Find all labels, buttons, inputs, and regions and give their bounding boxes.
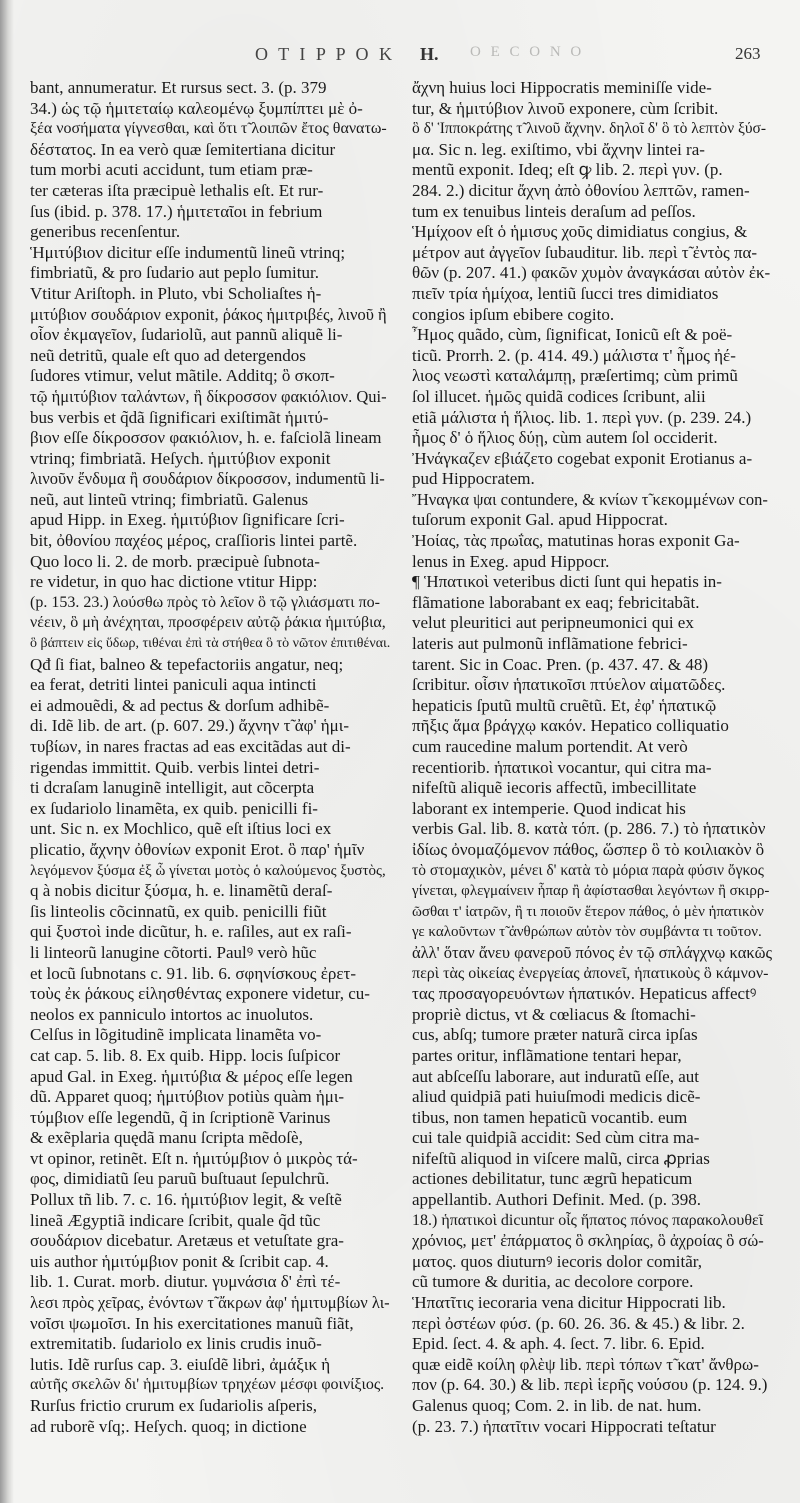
- text-line: Ἠοίας, τὰς πρωΐας, matutinas horas exponit Ga-: [412, 531, 740, 551]
- text-line: ticũ. Prorrh. 2. (p. 414. 49.) μάλιστα τ' ἦμος ἠέ-: [412, 345, 736, 365]
- text-line: tum ex tenuibus linteis deraſum ad peſſos.: [412, 201, 696, 221]
- text-line: ἀλλ' ὅταν ἄνευ φανεροῦ πόνος ἐν τῷ σπλάγχνῳ κακῶς: [412, 942, 772, 962]
- text-line: ſudores vtimur, velut mãtile. Additq; ὃ σκοπ-: [30, 366, 335, 386]
- text-line: li linteorũ lanugine cõtorti. Paulꝰ verò hũc: [30, 942, 317, 962]
- text-line: Galenus quoq; Com. 2. in lib. de nat. hum.: [412, 1396, 702, 1415]
- text-line: lenus in Exeg. apud Hippocr.: [412, 551, 610, 571]
- text-line: πον (p. 64. 30.) & lib. περὶ ἱερῆς νούσου (p. 124. 9.): [412, 1375, 768, 1395]
- left-text-column: [30, 78, 390, 1437]
- text-line: ξέα νοσήματα γίγνεσθαι, καὶ ὅτι τ̃ λοιπῶν ἔτος θανατω-: [30, 120, 387, 138]
- running-head-left: O T I P P O K: [255, 44, 396, 64]
- text-line: νέειν, ὃ μὴ ἀνέχηται, προσφέρειν αὐτῷ ῥάκια ἡμιτύβια,: [30, 614, 386, 632]
- text-line: τὸ στομαχικὸν, μένει δ' κατὰ τὸ μόρια παρὰ φύσιν ὄγκος: [412, 861, 764, 879]
- text-line: cus, abſq; tumore præter naturã circa ipſas: [412, 1025, 698, 1045]
- text-line: ὃ βάπτειν εἰς ὕδωρ, τιθέναι ἐπὶ τὰ στήθεα ὃ τὸ νῶτον ἐπιτιθέναι.: [30, 636, 390, 652]
- text-line: τας προσαγορευόντων ἡπατικόν. Hepaticus affectꝰ: [412, 984, 757, 1004]
- text-line: apud Gal. in Exeg. ἡμιτύβια & μέρος eſſe legen: [30, 1066, 353, 1086]
- text-line: cui tale quidpiã accidit: Sed cùm citra ma-: [412, 1128, 700, 1148]
- text-line: βιον eſſe δίκροσσον φακιόλιον, h. e. faſciolã lineam: [30, 428, 382, 448]
- text-line: γίνεται, φλεγμαίνειν ἧπαρ ἢ ἀφίστασθαι λεγόντων ἢ σκιρρ-: [412, 883, 770, 900]
- text-line: θῶν (p. 207. 41.) φακῶν χυμὸν ἀναγκάσαι αὐτὸν ἐκ-: [412, 263, 771, 283]
- text-line: (p. 23. 7.) ἡπατῖτιν vocari Hippocrati teſtatur: [412, 1416, 716, 1436]
- text-line: ter cæteras iſta præcipuè lethalis eſt. Et rur-: [30, 180, 324, 200]
- text-line: mentũ exponit. Ideq; eſt ꝙ lib. 2. περὶ γυν. (p.: [412, 160, 723, 180]
- text-line: ex ſudariolo linamẽta, ex quib. penicilli fi-: [30, 798, 318, 818]
- text-line: ei admouẽdi, & ad pectus & dorſum adhibẽ-: [30, 695, 330, 715]
- text-line: Vtitur Ariſtoph. in Pluto, vbi Scholiaſtes ἡ-: [30, 283, 322, 303]
- text-line: vt opinor, retinẽt. Eſt n. ἡμιτύμβιον ὁ μικρὸς τά-: [30, 1148, 358, 1168]
- text-line: & exẽplaria quędã manu ſcripta mẽdoſè,: [30, 1128, 303, 1148]
- text-line: λινοῦν ἔνδυμα ἢ σουδάριον δίκροσσον, indumentũ li-: [30, 469, 385, 489]
- text-line: neũ, aut linteũ vtrinq; fimbriatũ. Galenus: [30, 489, 309, 509]
- text-line: Celſus in lõgitudinẽ implicata linamẽta vo-: [30, 1025, 322, 1045]
- text-line: πῆξις ἅμα βράγχῳ κακόν. Hepatico colliquatio: [412, 716, 729, 736]
- text-line: Pollux tñ lib. 7. c. 16. ἡμιτύβιον legit, & veſtẽ: [30, 1190, 342, 1210]
- text-line: λεσι πρὸς χεῖρας, ἐνόντων τ̃ ἄκρων ἀφ' ἡμιτυμβίων λι-: [30, 1293, 390, 1313]
- running-header: [0, 44, 800, 74]
- text-line: et locũ ſubnotans c. 91. lib. 6. σφηνίσκους ἐρετ-: [30, 963, 357, 983]
- text-line: q à nobis dicitur ξύσμα, h. e. linamẽtũ deraſ-: [30, 881, 333, 901]
- text-line: velut pleuritici aut peripneumonici qui ex: [412, 613, 694, 633]
- text-line: περὶ ὀστέων φύσ. (p. 60. 26. 36. & 45.) & libr. 2.: [412, 1313, 745, 1333]
- text-line: lutis. Idẽ rurſus cap. 3. eiuſdẽ libri, ἀμάξικ ἡ: [30, 1354, 331, 1374]
- text-line: Ἠνάγκαζεν εβιάζετο cogebat exponit Erotianus a-: [412, 448, 753, 468]
- text-line: ἄχνη huius loci Hippocratis meminiſſe vide-: [412, 78, 712, 97]
- text-line: Ἦμος quãdo, cùm, ſignificat, Ionicũ eſt & poë-: [412, 325, 733, 345]
- text-line: cat cap. 5. lib. 8. Ex quib. Hipp. locis ſuſpicor: [30, 1045, 341, 1065]
- text-line: λιος νεωστὶ καταλάμπῃ, præſertimq; cùm primũ: [412, 366, 738, 386]
- text-line: ῶσθαι τ' ἰατρῶν, ἢ τι ποιοῦν ἕτερον πάθος, ὁ μὲν ἡπατικὸν: [412, 903, 764, 920]
- text-line: appellantib. Authori Definit. Med. (p. 398.: [412, 1190, 701, 1210]
- text-line: apud Hipp. in Exeg. ἡμιτύβιον ſignificare ſcri-: [30, 510, 345, 530]
- text-line: Rurſus frictio crurum ex ſudariolis aſperis,: [30, 1396, 318, 1415]
- text-line: ſol illucet. ἡμῶς quidã codices ſcribunt, alii: [412, 386, 706, 406]
- text-line: ti dcraſam lanuginẽ intelligit, aut cõcerpta: [30, 778, 315, 798]
- text-line: laborant ex intemperie. Quod indicat his: [412, 798, 686, 818]
- text-line: bus verbis et q̃dã ſignificari exiſtimãt ἡμιτύ-: [30, 407, 329, 427]
- text-line: propriè dictus, vt & cœliacus & ſtomachi-: [412, 1004, 696, 1024]
- text-line: νοῖσι ψωμοῖσι. In his exercitationes manuũ fiãt,: [30, 1313, 354, 1333]
- text-line: congios ipſum ebibere cogito.: [412, 304, 615, 324]
- text-line: tuſorum exponit Gal. apud Hippocrat.: [412, 510, 668, 530]
- text-line: λεγόμενον ξύσμα ἐξ ὧ γίνεται μοτὸς ὁ καλούμενος ξυστὸς,: [30, 862, 386, 879]
- text-line: pud Hippocratem.: [412, 469, 535, 489]
- text-line: etiã μάλιστα ἡ ἥλιος. lib. 1. περὶ γυν. (p. 239. 24.): [412, 407, 752, 427]
- text-line: actiones debilitatur, tunc ægrũ hepaticum: [412, 1169, 693, 1189]
- text-line: μα. Sic n. leg. exiſtimo, vbi ἄχνην lintei ra-: [412, 139, 705, 159]
- text-line: partes oritur, inflãmatione tentari hepar,: [412, 1045, 682, 1065]
- text-line: plicatio, ἄχνην ὀθονίων exponit Erot. ὃ παρ' ἡμῖν: [30, 839, 365, 859]
- text-line: τῷ ἡμιτύβιον ταλάντων, ἢ δίκροσσον φακιόλιον. Qui-: [30, 386, 387, 406]
- text-line: tarent. Sic in Coac. Pren. (p. 437. 47. & 48): [412, 654, 709, 674]
- text-line: lateris aut pulmonũ inflãmatione febrici-: [412, 634, 688, 654]
- text-line: ἰδίως ὀνομαζόμενον πάθος, ὥσπερ ὃ τὸ κοιλιακὸν ὃ: [412, 839, 765, 859]
- text-line: flãmatione laborabant ex eaq; febricitabãt.: [412, 592, 700, 612]
- text-line: πιεῖν τρία ἡμίχοα, lentiũ ſucci tres dimidiatos: [412, 283, 719, 303]
- text-line: γε καλοῦντων τ̃ ἀνθρώπων αὐτὸν τὸν συμβάντα τι τοῦτον.: [412, 924, 762, 941]
- text-line: fimbriatũ, & pro ſudario aut peplo ſumitur.: [30, 263, 319, 283]
- text-line: ſus (ibid. p. 378. 17.) ἡμιτεταῖοι in febrium: [30, 201, 323, 221]
- text-line: aut abſceſſu laborare, aut induratũ eſſe, aut: [412, 1066, 699, 1086]
- text-line: ¶ Ἡπατικοὶ veteribus dicti ſunt qui hepatis in-: [412, 572, 722, 592]
- text-line: neũ detritũ, quale eſt quo ad detergendos: [30, 345, 306, 365]
- text-line: 284. 2.) dicitur ἄχνη ἀπὸ ὀθονίου λεπτῶν, ramen-: [412, 180, 750, 200]
- text-line: Ἡμίχοον eſt ὁ ἡμισυς χοῦς dimidiatus congius, &: [412, 222, 748, 242]
- right-text-column: [412, 78, 772, 1437]
- text-line: σουδάριον dicebatur. Aretæus et vetuſtate gra-: [30, 1231, 344, 1251]
- running-head-right: O E C O N O: [470, 44, 585, 60]
- text-line: nifeſtũ aliquẽ iecoris affectũ, imbecillitate: [412, 778, 697, 798]
- text-line: rigendas immittit. Quib. verbis lintei detri-: [30, 757, 320, 777]
- text-line: lib. 1. Curat. morb. diutur. γυμνάσια δ' ἐπὶ τέ-: [30, 1272, 341, 1292]
- text-line: ſis linteolis cõcinnatũ, ex quib. penicilli fiũt: [30, 901, 327, 921]
- text-line: Qđ ſi fiat, balneo & tepefactoriis angatur, neq;: [30, 654, 344, 674]
- text-line: αὐτῆς σκελῶν δι' ἡμιτυμβίων τρηχέων μέσφι φοινίξιος.: [30, 1376, 385, 1394]
- text-line: χρόνιος, μετ' ἐπάρματος ὃ σκληρίας, ὃ ἀχροίας ὃ σώ-: [412, 1231, 764, 1251]
- text-line: ἦμος δ' ὁ ἥλιος δύῃ, cùm autem ſol occiderit.: [412, 428, 718, 448]
- text-line: ad ruborẽ vſq;. Heſych. quoq; in dictione: [30, 1416, 307, 1436]
- text-line: cũ tumore & duritia, ac decolore corpore.: [412, 1272, 694, 1292]
- text-line: re videtur, in quo hac dictione vtitur Hipp:: [30, 572, 318, 592]
- text-line: ea ferat, detriti lintei paniculi aqua intincti: [30, 675, 317, 695]
- text-line: οἷον ἐκμαγεῖον, ſudariolũ, aut pannũ aliquẽ li-: [30, 325, 343, 345]
- text-line: tur, & ἡμιτύβιον λινοῦ exponere, cùm ſcribit.: [412, 98, 719, 118]
- text-line: cum raucedine malum portendit. At verò: [412, 737, 688, 756]
- text-line: tum morbi acuti accidunt, tum etiam præ-: [30, 160, 313, 180]
- text-line: Ἡμιτύβιον dicitur eſſe indumentũ lineũ vtrinq;: [30, 242, 346, 262]
- text-line: (p. 153. 23.) λούσθω πρὸς τὸ λεῖον ὃ τῷ γλιάσματι πο-: [30, 593, 381, 611]
- text-line: μέτρον aut ἀγγεῖον ſubauditur. lib. περὶ τ̃ ἐντὸς πα-: [412, 242, 758, 262]
- text-line: unt. Sic n. ex Mochlico, quẽ eſt iſtius loci ex: [30, 819, 332, 839]
- text-line: δέστατος. In ea verò quæ ſemitertiana dicitur: [30, 139, 336, 159]
- text-line: verbis Gal. lib. 8. κατὰ τόπ. (p. 286. 7.) τὸ ἡπατικὸν: [412, 819, 766, 839]
- text-line: 34.) ὡς τῷ ἡμιτεταίῳ καλεομένῳ ξυμπίπτει μὲ ὀ-: [30, 98, 363, 118]
- section-letter: H.: [420, 44, 439, 64]
- text-line: ſcribitur. οἷσιν ἡπατικοῖσι πτύελον αἱματῶδες.: [412, 675, 726, 695]
- text-line: Ἤναγκα ψαι contundere, & κνίων τ̃ κεκομμένων con-: [412, 489, 768, 509]
- text-line: ματος. quos diuturnꝰ iecoris dolor comitãr,: [412, 1251, 702, 1271]
- text-line: qui ξυστοὶ inde dicũtur, h. e. raſiles, aut ex raſi-: [30, 922, 352, 942]
- text-line: Epid. ſect. 4. & aph. 4. ſect. 7. libr. 6. Epid.: [412, 1334, 705, 1354]
- text-line: bant, annumeratur. Et rursus sect. 3. (p. 379: [30, 78, 327, 97]
- text-line: 18.) ἡπατικοὶ dicuntur οἷς ἥπατος πόνος παρακολουθεῖ: [412, 1211, 764, 1229]
- text-line: bit, ὀθονίου παχέος μέρος, craſſioris lintei partẽ.: [30, 531, 358, 551]
- text-line: τυβίων, in nares fractas ad eas excitãdas aut di-: [30, 737, 351, 756]
- text-line: ὃ δ' Ἱπποκράτης τ̃ λινοῦ ἄχνην. δηλοῖ δ' ὃ τὸ λεπτὸν ξύσ-: [412, 120, 767, 138]
- text-line: vtrinq; fimbriatã. Heſych. ἡμιτύβιον exponit: [30, 448, 331, 468]
- text-line: di. Idẽ lib. de art. (p. 607. 29.) ἄχνην τ̃ ἀφ' ἡμι-: [30, 716, 349, 736]
- text-line: τύμβιον eſſe legendũ, q̃ in ſcriptionẽ Varinus: [30, 1107, 331, 1127]
- text-line: τοὺς ἐκ ῥάκους εἱλησθέντας exponere videtur, cu-: [30, 984, 370, 1004]
- text-line: lineã Ægyptiã indicare ſcribit, quale q̃d tũc: [30, 1210, 321, 1230]
- text-line: Ἡπατῖτις iecoraria vena dicitur Hippocrati lib.: [412, 1293, 726, 1313]
- text-line: uis author ἡμιτύμβιον ponit & ſcribit cap. 4.: [30, 1251, 329, 1271]
- text-line: recentiorib. ἡπατικοὶ vocantur, qui citra ma-: [412, 757, 712, 777]
- text-line: μιτύβιον σουδάριον exponit, ῥάκος ἡμιτριβές, λινοῦ ἢ: [30, 304, 387, 324]
- text-line: nifeſtũ aliquod in viſcere malũ, circa ꝓprias: [412, 1148, 710, 1168]
- text-line: dũ. Apparet quoq; ἡμιτύβιον potiùs quàm ἡμι-: [30, 1087, 345, 1107]
- text-line: aliud quidpiã pati huiuſmodi medicis dicẽ-: [412, 1087, 701, 1107]
- text-line: quæ eidẽ κοίλη φλὲψ lib. περὶ τόπων τ̃ κατ' ἄνθρω-: [412, 1354, 759, 1374]
- text-line: extremitatib. ſudariolo ex linis crudis inuõ-: [30, 1334, 322, 1354]
- text-line: hepaticis ſputũ multũ cruẽtũ. Et, ἐφ' ἡπατικῷ: [412, 695, 717, 715]
- text-line: generibus recenſentur.: [30, 222, 181, 242]
- text-line: neolos ex panniculo intortos ac inuolutos.: [30, 1004, 314, 1024]
- text-line: Quo loco li. 2. de morb. præcipuè ſubnota-: [30, 551, 320, 571]
- text-line: tibus, non tamen hepaticũ vocantib. eum: [412, 1107, 688, 1127]
- text-line: περὶ τὰς οἰκείας ἐνεργείας ἀπονεῖ, ἡπατικοὺς ὃ κάμνον-: [412, 964, 769, 982]
- page-gutter-shadow: [0, 0, 14, 1503]
- page-number: 263: [735, 44, 761, 63]
- text-line: φος, dimidiatũ ſeu paruũ buſtuaut ſepulchrũ.: [30, 1169, 330, 1189]
